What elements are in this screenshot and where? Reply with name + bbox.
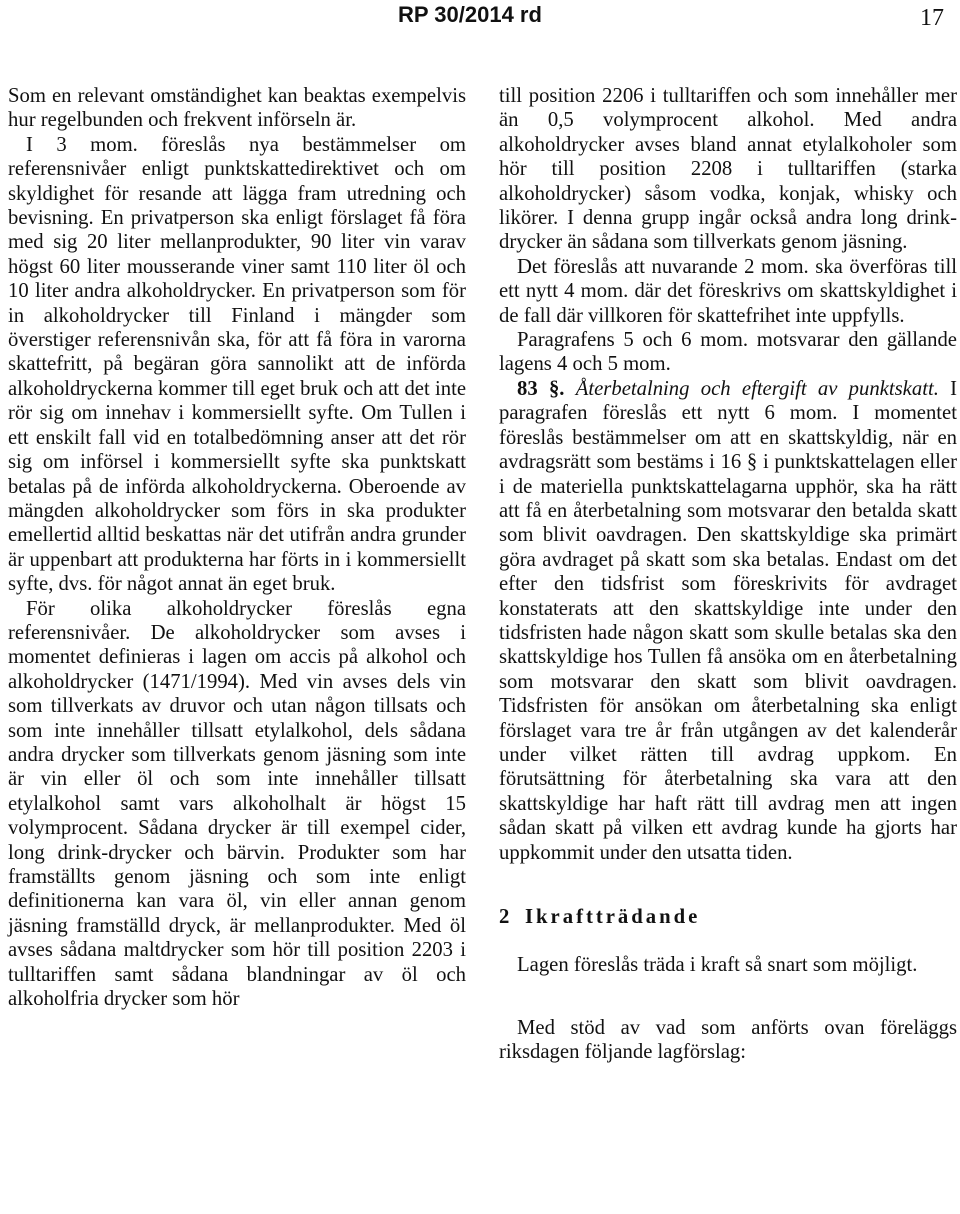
paragraph: Det föreslås att nuvarande 2 mom. ska överföras till ett nytt 4 mom. där det föreskrivs om skattskyldighet i de fall där villkoren för skattefrihet inte uppfylls. [499, 255, 957, 327]
paragraph: till position 2206 i tulltariffen och som innehåller mer än 0,5 volymprocent alkohol. Med andra alkoholdrycker avses bland annat etylalkoholer som hör till position 2208 i tulltariffen (starka alkoholdrycker) såsom vodka, konjak, whisky och likörer. I denna grupp ingår också andra long drink-drycker än sådana som tillverkats genom jäsning. [499, 85, 957, 254]
paragraph: I 3 mom. föreslås nya bestämmelser om referensnivåer enligt punktskattedirektivet och om skyldighet för resande att lägga fram utredning och bevisning. En privatperson ska enligt förslaget få föra med sig 20 liter mellanprodukter, 90 liter vin varav högst 60 liter mousserande viner samt 110 liter öl och 10 liter andra alkoholdrycker. En privatperson som för in alkoholdrycker till Finland i mängder som överstiger referensnivån ska, för att få föra in varorna skattefritt, på begäran göra sannolikt att de införda alkoholdryckerna kommer till eget bruk och att det inte rör sig om innehav i kommersiellt syfte. Om Tullen i ett enskilt fall vid en totalbedömning anser att det rör sig om införsel i kommersiellt syfte ska punktskatt betalas på de införda alkoholdryckerna. Oberoende av mängden alkoholdrycker som förs in ska produkter emellertid alltid beskattas när det utifrån andra grunder är uppenbart att produkterna har förts in i kommersiellt syfte, dvs. för något annat än eget bruk. [8, 133, 466, 596]
heading-number: 2 [499, 906, 510, 928]
section-heading [499, 905, 957, 929]
paragraph: Som en relevant omständighet kan beaktas exempelvis hur regelbunden och frekvent införseln är. [8, 85, 466, 132]
left-column [8, 84, 466, 1011]
paragraph: Med stöd av vad som anförts ovan föreläggs riksdagen följande lagförslag: [499, 1016, 957, 1064]
section-body: I paragrafen föreslås ett nytt 6 mom. I momentet föreslås bestämmelser om att en skattskyldig, när en avdragsrätt som bestäms i 16 § i punktskattelagen eller i de materiella punktskattelagarna upphör, ska ha rätt att få en återbetalning som motsvarar den betalda skatt som blivit oavdragen. Den skattskyldige ska primärt göra avdraget på skatt som ska betalas. Endast om det efter den tidsfrist som föreskrivits för avdraget konstaterats att den skattskyldige inte under den tidsfristen hade någon skatt som skulle betalas ska den skattskyldige hos Tullen få ansöka om en återbetalning som motsvarar den skatt som blivit oavdragen. Tidsfristen för ansökan om återbetalning ska enligt förslaget vara tre år från utgången av det kalenderår under vilket rätten till avdrag uppkom. En förutsättning för återbetalning ska vara att den skattskyldige har haft rätt till avdrag men att ingen sådan skatt på vilken ett avdrag kunde ha gjorts har uppkommit under den utsatta tiden. [499, 377, 958, 864]
heading-text: Ikraftträdande [525, 906, 701, 928]
section-83-paragraph [499, 377, 957, 865]
page-header [0, 0, 960, 40]
section-number: 83 §. [517, 377, 565, 400]
section-title: Återbetalning och eftergift av punktskatt. [575, 377, 939, 400]
paragraph: För olika alkoholdrycker föreslås egna referensnivåer. De alkoholdrycker som avses i momentet definieras i lagen om accis på alkohol och alkoholdrycker (1471/1994). Med vin avses dels vin som tillverkats av druvor och utan någon tillsats och som inte innehåller tillsatt etylalkohol, dels sådana andra drycker som tillverkats genom jäsning som inte är vin eller öl och som inte innehåller tillsatt etylalkohol samt vars alkoholhalt är högst 15 volymprocent. Sådana drycker är till exempel cider, long drink-drycker och bärvin. Produkter som har framställts genom jäsning och som inte enligt definitionerna kan vara öl, vin eller annan genom jäsning framställd dryck, är mellanprodukter. Med öl avses sådana maltdrycker som hör till position 2203 i tulltariffen samt sådana blandningar av öl och alkoholfria drycker som hör [8, 597, 466, 1011]
page-number: 17 [920, 5, 944, 31]
right-column [499, 84, 957, 1065]
paragraph: Lagen föreslås träda i kraft så snart som möjligt. [517, 954, 918, 977]
document-id: RP 30/2014 rd [398, 2, 542, 27]
paragraph: Paragrafens 5 och 6 mom. motsvarar den gällande lagens 4 och 5 mom. [499, 329, 957, 376]
